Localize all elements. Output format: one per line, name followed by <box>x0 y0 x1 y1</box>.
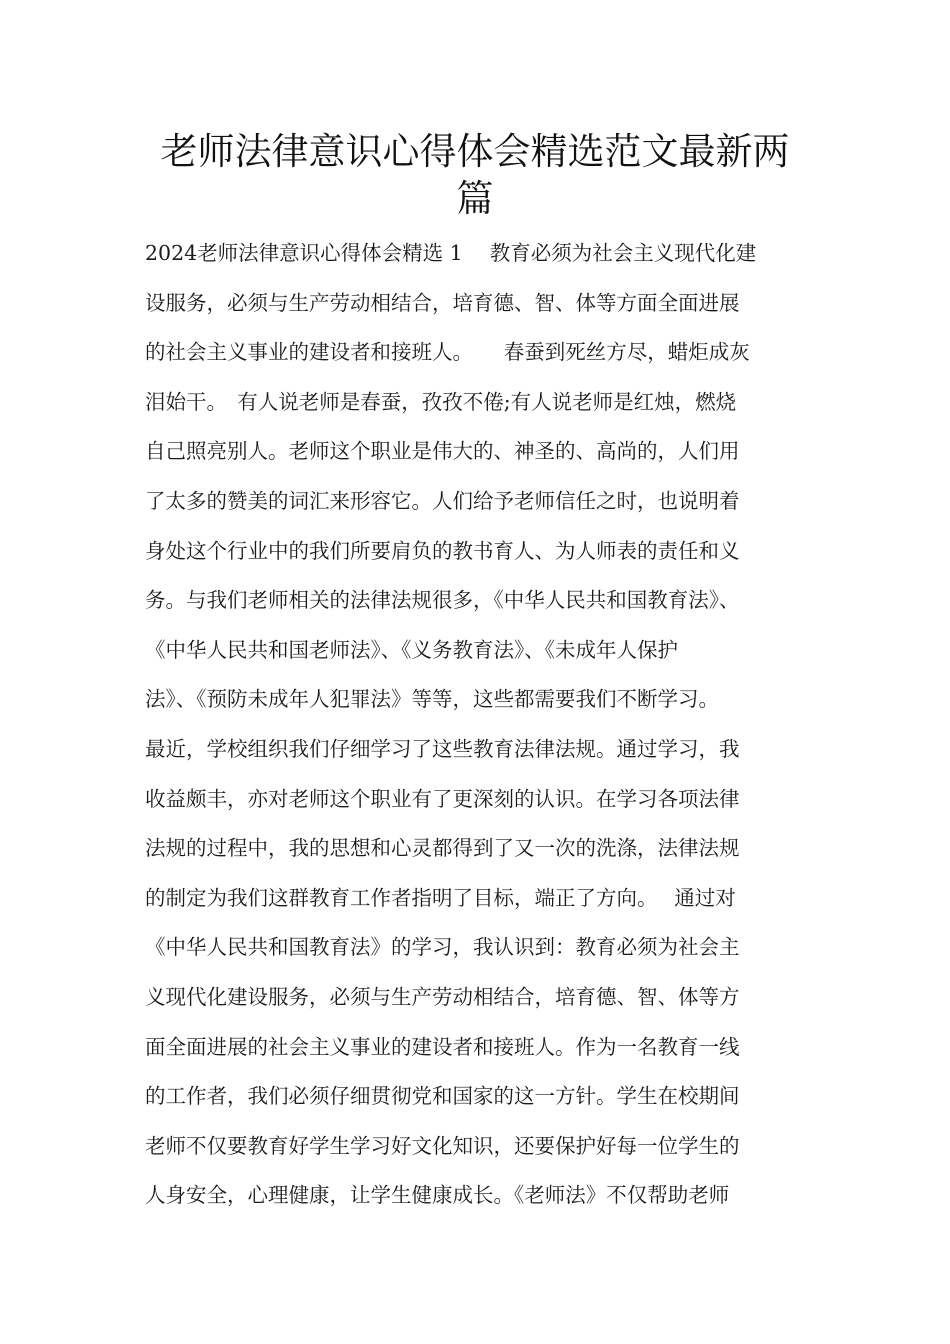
text-line: 法规的过程中，我的思想和心灵都得到了又一次的洗涤，法律法规 <box>145 836 740 861</box>
text-line: 的社会主义事业的建设者和接班人。 春蚕到死丝方尽，蜡炬成灰 <box>145 340 750 365</box>
text-line: 《中华人民共和国老师法》、《义务教育法》、《未成年人保护 <box>145 637 678 662</box>
text-line: 《中华人民共和国教育法》的学习，我认识到：教育必须为社会主 <box>145 935 740 960</box>
text-line: 最近，学校组织我们仔细学习了这些教育法律法规。通过学习，我 <box>145 736 740 761</box>
title-line: 老师法律意识心得体会精选范文最新两 <box>160 130 790 173</box>
document-title <box>120 128 830 222</box>
text-line: 泪始干。 有人说老师是春蚕，孜孜不倦;有人说老师是红烛，燃烧 <box>145 389 737 414</box>
text-line: 法》、《预防未成年人犯罪法》等等，这些都需要我们不断学习。 <box>145 687 719 712</box>
text-line: 身处这个行业中的我们所要肩负的教书育人、为人师表的责任和义 <box>145 538 740 563</box>
text-line: 务。与我们老师相关的法律法规很多，《中华人民共和国教育法》、 <box>145 588 740 613</box>
text-line: 老师不仅要教育好学生学习好文化知识，还要保护好每一位学生的 <box>145 1133 740 1158</box>
text-line: 收益颇丰，亦对老师这个职业有了更深刻的认识。在学习各项法律 <box>145 786 740 811</box>
text-line: 义现代化建设服务，必须与生产劳动相结合，培育德、智、体等方 <box>145 984 740 1009</box>
text-line: 人身安全，心理健康，让学生健康成长。《老师法》不仅帮助老师 <box>145 1183 730 1208</box>
text-line: 2024老师法律意识心得体会精选 1 教育必须为社会主义现代化建 <box>145 241 757 265</box>
text-line: 了太多的赞美的词汇来形容它。人们给予老师信任之时，也说明着 <box>145 488 740 513</box>
text-line: 的工作者，我们必须仔细贯彻党和国家的这一方针。学生在校期间 <box>145 1084 740 1109</box>
text-line: 自己照亮别人。老师这个职业是伟大的、神圣的、高尚的，人们用 <box>145 439 740 464</box>
text-line: 面全面进展的社会主义事业的建设者和接班人。作为一名教育一线 <box>145 1034 740 1059</box>
text-line: 设服务，必须与生产劳动相结合，培育德、智、体等方面全面进展 <box>145 290 740 315</box>
body-paragraph <box>145 229 810 1221</box>
text-line: 的制定为我们这群教育工作者指明了目标，端正了方向。 通过对 <box>145 885 736 910</box>
title-line: 篇 <box>456 177 494 220</box>
